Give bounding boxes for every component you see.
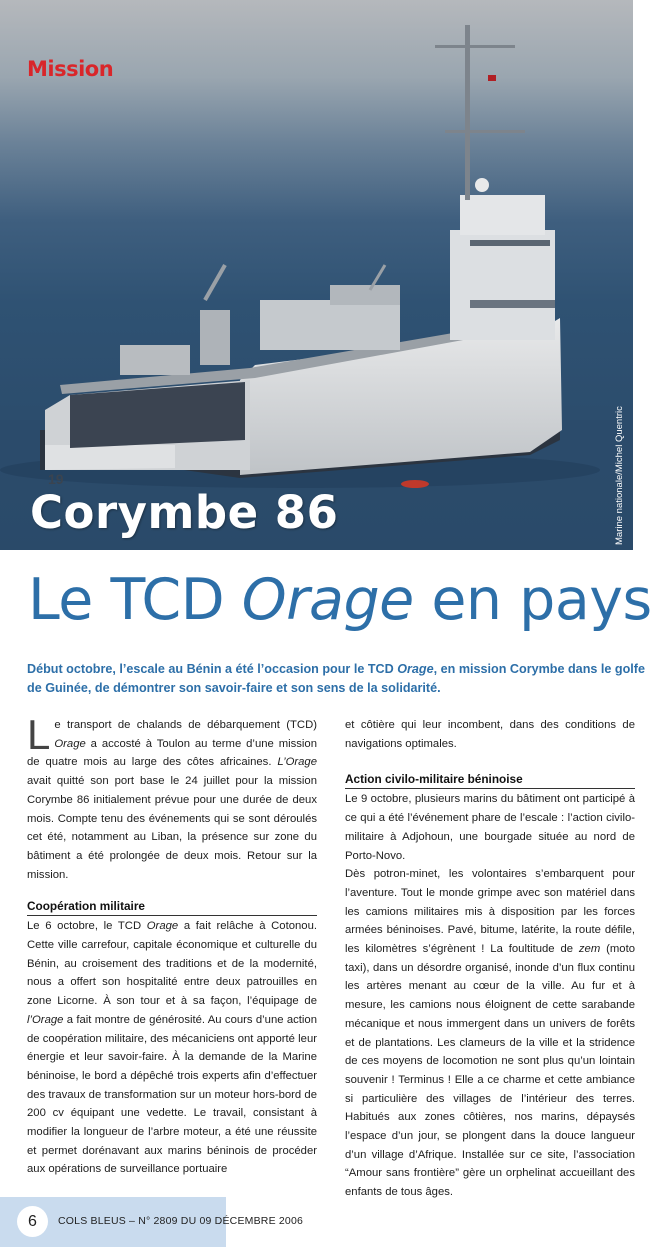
ship-photo xyxy=(0,0,633,550)
ship-illustration xyxy=(0,0,633,550)
headline-suffix: en pays xyxy=(413,567,652,633)
right-continuation: et côtière qui leur incombent, dans des conditions de navigations optimales. xyxy=(345,719,635,750)
coop-text-2: a fait relâche à Cotonou. Cette ville carrefour, capitale économique et culturelle du Bénin, au croisement des traditions et de la modernité, nous a offert son hospitalité entre deux patrouilles en zone Licorne. À son tour et à sa façon, l’équipage de xyxy=(27,920,317,1008)
lead-text-2: , en mission Corymbe dans le golfe de Guinée, de démontrer son savoir-faire et son sens de la solidarité. xyxy=(27,662,645,695)
zem-term: zem xyxy=(578,943,601,956)
lead-ship-name: Orage xyxy=(397,662,434,676)
photo-credit: Marine nationale/Michel Quentric xyxy=(614,406,625,545)
coop-ship-2: l’Orage xyxy=(27,1013,64,1026)
drop-cap: L xyxy=(27,711,51,758)
headline-ship-name: Orage xyxy=(241,567,414,633)
section-heading-civil-military: Action civilo-militaire béninoise xyxy=(345,770,635,789)
headline-container xyxy=(0,560,662,640)
intro-ship-1: Orage xyxy=(54,737,86,750)
lead-paragraph xyxy=(27,660,657,698)
civil-text-b: (moto taxi), dans un désordre organisé, inonde d’un flux continu les artères menant au cœur de la ville. Au fur et à mesure, les camions nous éloignent de cette sarabande mécanique et nous immergent dans un univers de forêts et de plantations. Les clameurs de la ville et la stridence de ces moyens de locomotion ne sont plus qu’un lointain souvenir ! Terminus ! Elle a ce charme et cette ambiance si particulière des villages de l’intérieur des terres. Habitués aux zones côtières, nos marins, dépaysés l’espace d’un jour, se plongent dans la douce langueur d’un village d’Afrique. Installée sur ce site, l’association “Amour sans frontière” gère un orphelinat accueillant des enfants de tous âges. xyxy=(345,943,635,1199)
column-right xyxy=(345,716,635,1202)
column-left xyxy=(27,711,317,1179)
hull-number: 19 xyxy=(48,471,64,487)
headline xyxy=(28,567,652,633)
intro-text-3: avait quitté son port base le 24 juillet pour la mission Corymbe 86 initialement prévue pour une durée de deux mois. Compte tenu des événements qui se sont déroulés cet été, notamment au Liban, la présence sur zone du bâtiment a été prolongée de deux mois. Retour sur la mission. xyxy=(27,775,317,881)
civil-text-a: Dès potron-minet, les volontaires s’embarquent pour l’aventure. Tout le monde grimpe avec son matériel dans les camions militaires mis à disposition par les forces armées béninoises. Pavé, bitume, latérite, la route défile, les kilomètres s’égrènent ! La foultitude de xyxy=(345,868,635,956)
folio: COLS BLEUS – N° 2809 DU 09 DÉCEMBRE 2006 xyxy=(58,1215,304,1227)
lead-text-1: Début octobre, l’escale au Bénin a été l’occasion pour le TCD xyxy=(27,662,398,676)
intro-paragraph xyxy=(27,711,317,884)
cooperation-paragraph xyxy=(27,917,317,1179)
civil-military-paragraph-1: Le 9 octobre, plusieurs marins du bâtiment ont participé à ce qui a été l’événement phare de l’escale : l’action civilo-militaire à Adjohoun, une bourgade située au nord de Porto-Novo. xyxy=(345,793,635,862)
coop-ship-1: Orage xyxy=(146,920,179,933)
coop-text-1: Le 6 octobre, le TCD xyxy=(27,920,147,933)
coop-text-3: a fait montre de générosité. Au cours d’une action de coopération militaire, des mécaniciens ont apporté leur énergie et leur savoir-faire. À la demande de la Marine béninoise, le bord a dépêché trois experts afin d’effectuer des travaux de transformation sur un moteur hors-bord de 200 cv équipant une vedette. Le travail, consistant à modifier la longueur de l’arbre moteur, a été une réussite et permet dorénavant aux marins béninois de procéder aux opérations de surveillance portuaire xyxy=(27,1013,317,1176)
section-label: Mission xyxy=(27,57,114,81)
intro-ship-2: L’Orage xyxy=(277,756,317,769)
headline-prefix: Le TCD xyxy=(28,567,242,633)
page-number: 6 xyxy=(17,1206,48,1237)
intro-text-2: a accosté à Toulon au terme d’une mission de quatre mois au large des côtes africaines. xyxy=(27,737,317,769)
intro-text-1: e transport de chalands de débarquement (TCD) xyxy=(54,719,317,731)
kicker-title: Corymbe 86 xyxy=(30,486,339,539)
section-heading-cooperation: Coopération militaire xyxy=(27,897,317,916)
civil-military-paragraph-2 xyxy=(345,865,635,1202)
